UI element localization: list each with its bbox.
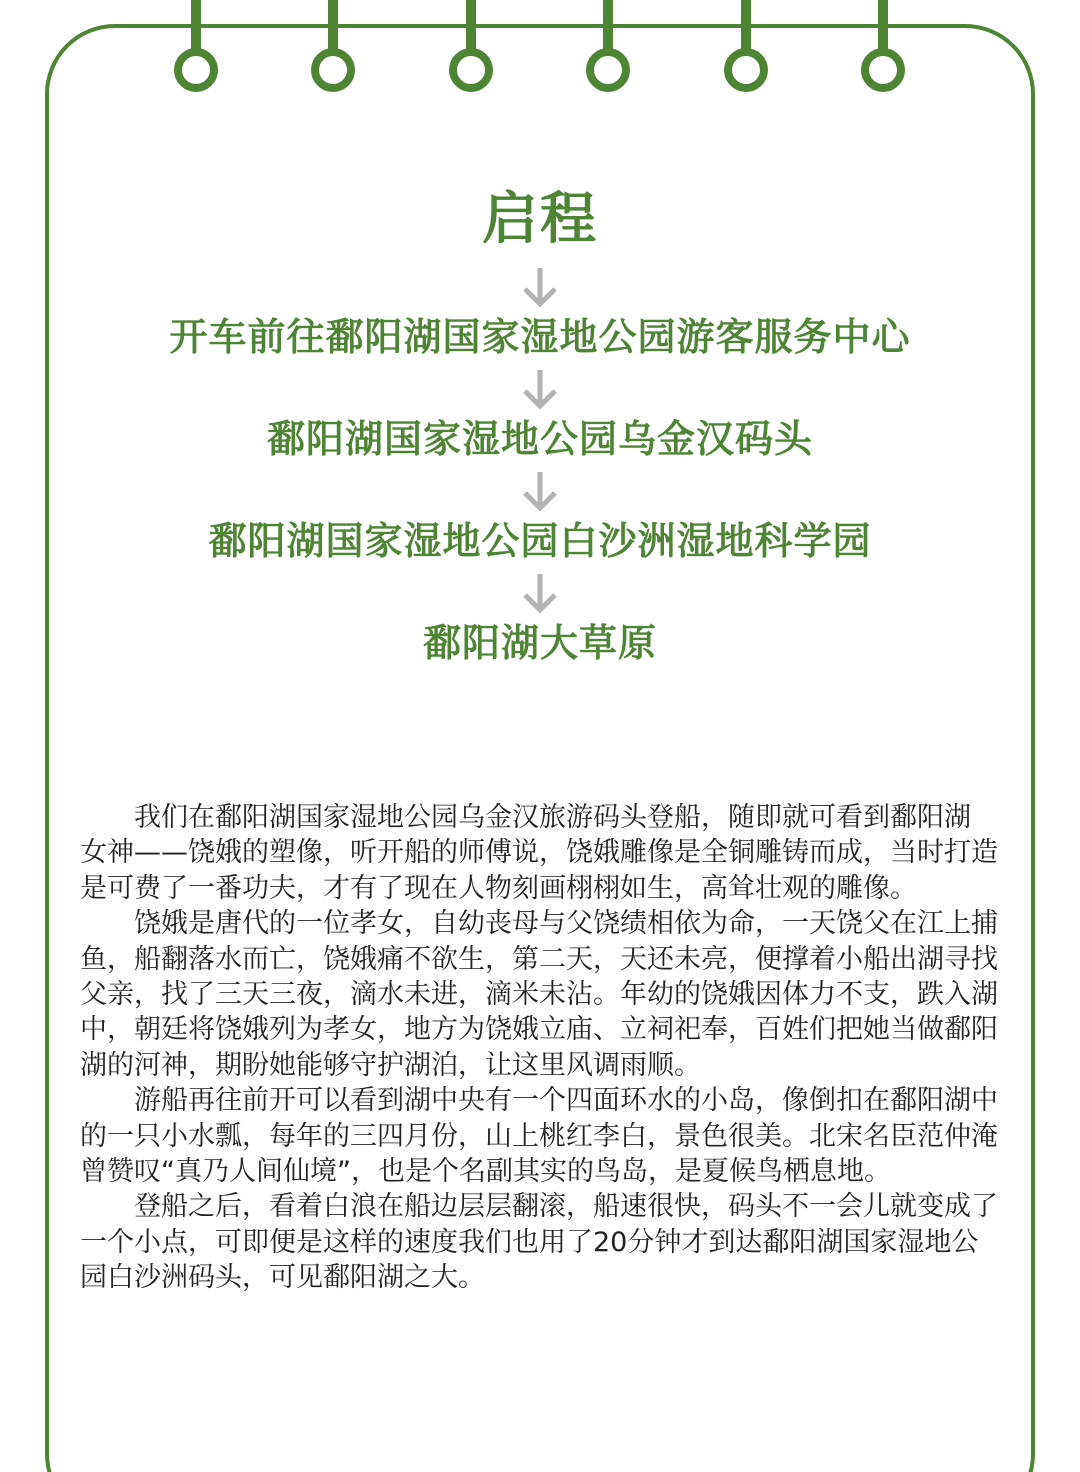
route-stop: 鄱阳湖大草原 xyxy=(422,621,657,665)
paragraph: 登船之后，看着白浪在船边层层翻滚，船速很快，码头不一会儿就变成了一个小点，可即便是这样的速度我们也用了20分钟才到达鄱阳湖国家湿地公园白沙洲码头，可见鄱阳湖之大。 xyxy=(80,1191,998,1294)
binder-ring-icon xyxy=(309,0,357,96)
arrow-down-icon xyxy=(520,266,560,310)
paragraph: 饶娥是唐代的一位孝女，自幼丧母与父饶绩相依为命，一天饶父在江上捕鱼，船翻落水而亡，饶娥痛不欲生，第二天，天还未亮，便撑着小船出湖寻找父亲，找了三天三夜，滴水未进，滴米未沾。年幼的饶娥因体力不支，跌入湖中，朝廷将饶娥列为孝女，地方为饶娥立庙、立祠祀奉，百姓们把她当做鄱阳湖的河神，期盼她能够守护湖泊，让这里风调雨顺。 xyxy=(80,908,998,1081)
binder-ring-icon xyxy=(859,0,907,96)
route-stop: 鄱阳湖国家湿地公园乌金汉码头 xyxy=(266,417,813,461)
binder-ring-icon xyxy=(722,0,770,96)
arrow-down-icon xyxy=(520,368,560,412)
arrow-down-icon xyxy=(520,572,560,616)
route-stop: 鄱阳湖国家湿地公园白沙洲湿地科学园 xyxy=(208,519,872,563)
route-stop: 开车前往鄱阳湖国家湿地公园游客服务中心 xyxy=(169,315,911,359)
arrow-down-icon xyxy=(520,470,560,514)
paragraph: 我们在鄱阳湖国家湿地公园乌金汉旅游码头登船，随即就可看到鄱阳湖 女神——饶娥的塑像，听开船的师傅说，饶娥雕像是全铜雕铸而成，当时打造是可费了一番功夫，才有了现在人物刻画栩栩如生，高耸壮观的雕像。 xyxy=(80,802,998,904)
binder-ring-icon xyxy=(447,0,495,96)
route-flow xyxy=(0,180,1080,668)
paragraph: 游船再往前开可以看到湖中央有一个四面环水的小岛，像倒扣在鄱阳湖中的一只小水瓢，每年的三四月份，山上桃红李白，景色很美。北宋名臣范仲淹曾赞叹“真乃人间仙境”，也是个名副其实的鸟岛，是夏候鸟栖息地。 xyxy=(80,1085,998,1188)
binder-ring-icon xyxy=(172,0,220,96)
article-body xyxy=(80,800,1000,1296)
binder-ring-icon xyxy=(584,0,632,96)
route-title: 启程 xyxy=(482,187,598,252)
